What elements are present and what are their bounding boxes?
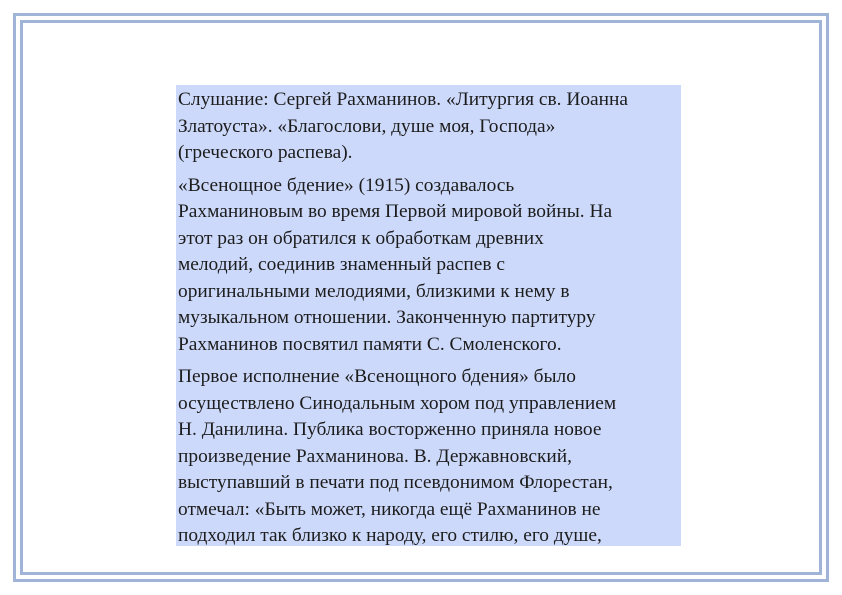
paragraph-listening: Слушание: Сергей Рахманинов. «Литургия св. Иоанна Златоуста». «Благослови, душе моя, Господа» (греческого распева).	[178, 89, 628, 163]
slide-text-box	[176, 85, 681, 546]
paragraph-first-performance: Первое исполнение «Всенощного бдения» было осуществлено Синодальным хором под управлением Н. Данилина. Публика восторженно приняла новое произведение Рахманинова. В. Державновский, выступавший в печати под псевдонимом Флорестан, отмечал: «Быть может, никогда ещё Рахманинов не подходил так близко к народу, его стилю, его душе,	[178, 366, 617, 546]
paragraph-vespers-creation: «Всенощное бдение» (1915) создавалось Рахманиновым во время Первой мировой войны. На этот раз он обратился к обработкам древних мелодий, соединив знаменный распев с оригинальными мелодиями, близкими к нему в музыкальном отношении. Законченную партитуру Рахманинов посвятил памяти С. Смоленского.	[178, 174, 613, 355]
